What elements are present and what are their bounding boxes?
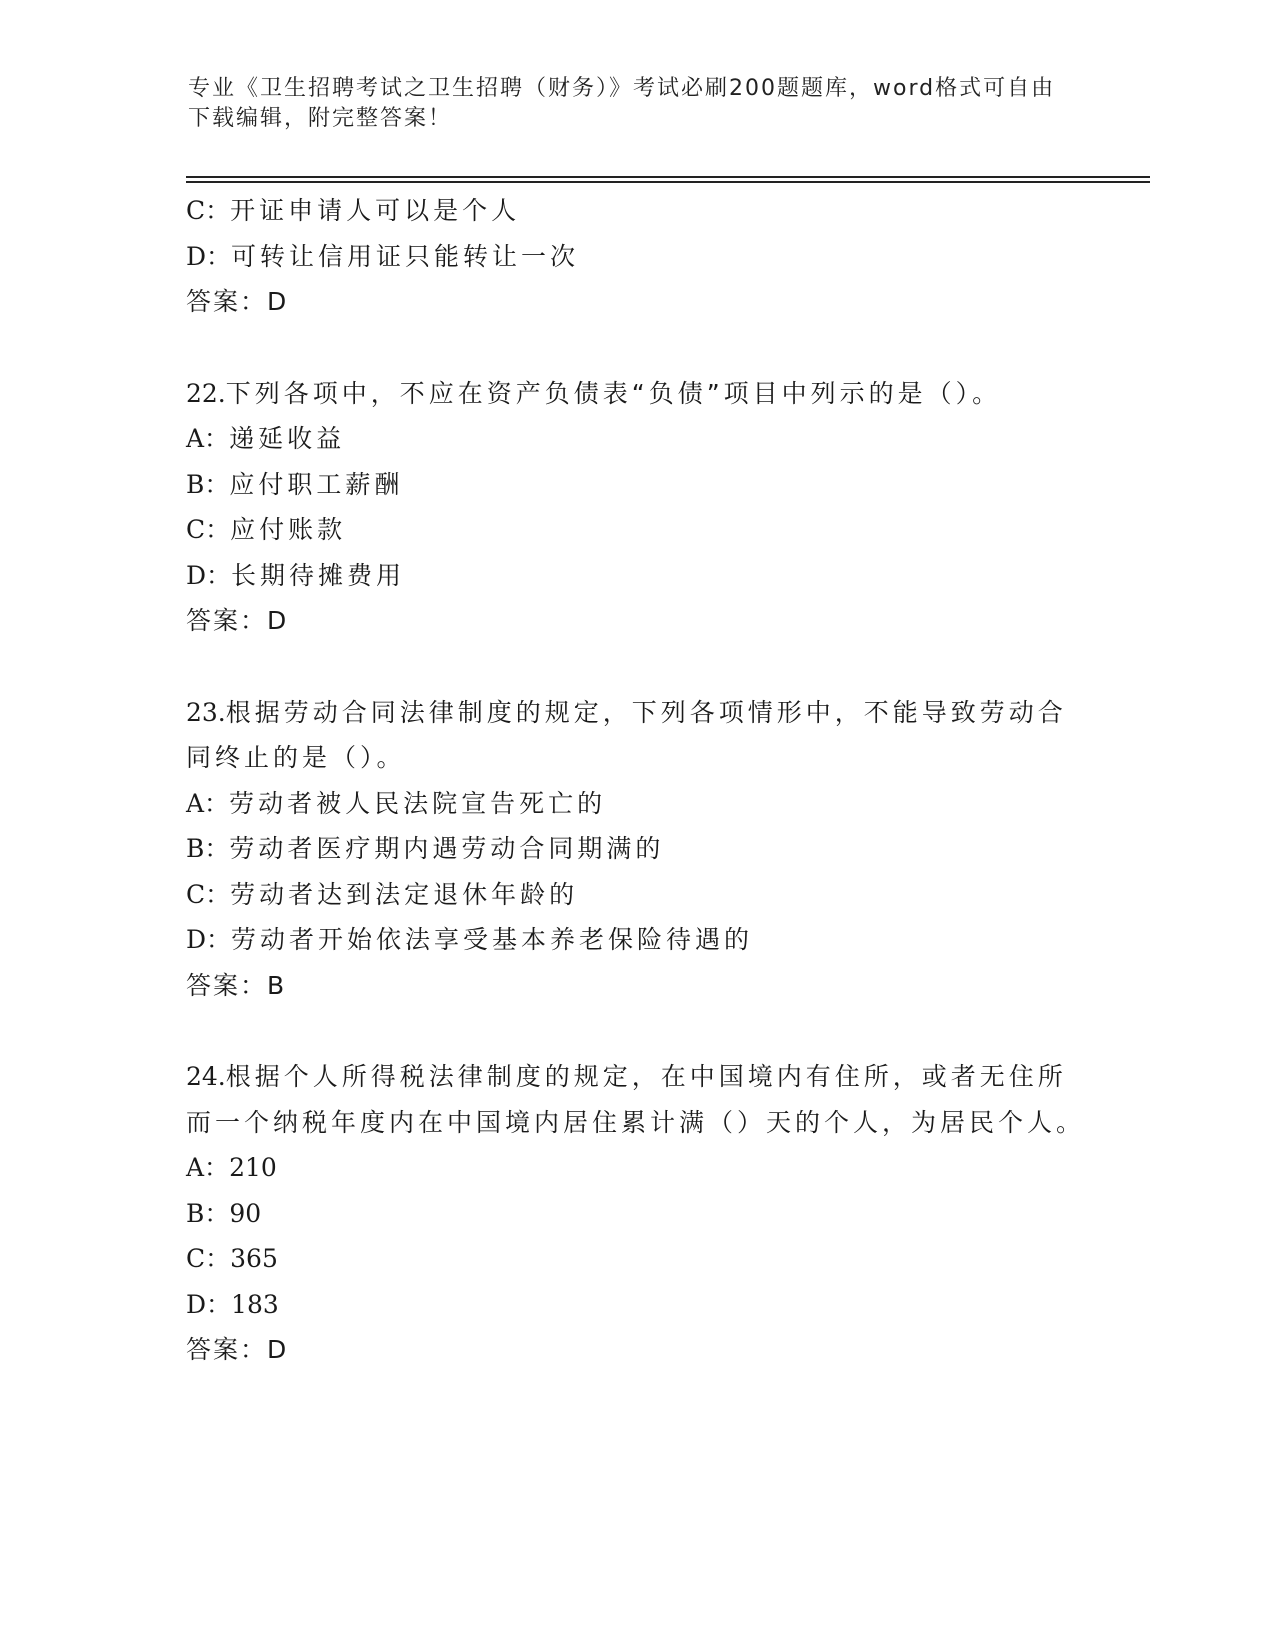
question-23 [186,690,1086,1009]
option-c [186,188,1086,234]
document-header: 专业《卫生招聘考试之卫生招聘（财务）》考试必刷200题题库，word格式可自由下载编辑，附完整答案！ [188,76,1056,131]
option-key: D： [186,925,232,954]
answer-line: 答案：D [186,287,289,316]
option-key: A： [186,424,230,453]
option-key: C： [186,515,231,544]
option-key: B： [186,1198,230,1228]
option-text: 劳动者医疗期内遇劳动合同期满的 [229,834,665,863]
question-22 [186,371,1086,644]
option-text: 劳动者达到法定退休年龄的 [230,879,579,909]
option-text: 劳动者被人民法院宣告死亡的 [229,788,607,818]
option-text: 应付账款 [230,515,347,544]
option-b [186,462,1086,508]
option-text: 可转让信用证只能转让一次 [231,241,580,271]
option-key: B： [186,469,230,499]
option-text: 210 [229,1153,277,1182]
option-text: 开证申请人可以是个人 [230,196,521,225]
option-c [186,1236,1086,1282]
question-stem [186,1054,1086,1145]
question-text: 根据劳动合同法律制度的规定，下列各项情形中，不能导致劳动合同终止的是（）。 [186,697,1067,772]
header-rule-top [186,176,1150,178]
option-key: D： [186,241,232,271]
question-stem [186,371,1086,417]
option-key: B： [186,834,230,863]
answer-line: 答案：B [186,970,287,1000]
spacer [186,1008,1086,1054]
option-text: 递延收益 [229,424,346,453]
option-key: D： [186,560,232,590]
option-a [186,1145,1086,1191]
header-rule-bottom [186,181,1150,183]
answer-line: 答案：D [186,606,289,635]
option-key: A： [186,1153,230,1182]
question-number: 24. [186,1062,226,1091]
option-key: C： [186,1244,231,1273]
option-b [186,1191,1086,1237]
option-key: C： [186,196,231,225]
option-text: 183 [231,1289,279,1319]
question-text: 下列各项中，不应在资产负债表“负债”项目中列示的是（）。 [225,378,1002,408]
spacer [186,644,1086,690]
option-b [186,826,1086,872]
option-text: 365 [230,1244,278,1273]
option-d [186,917,1086,963]
document-content [186,188,1086,1373]
option-c [186,507,1086,553]
option-c [186,872,1086,918]
question-24 [186,1054,1086,1373]
question-number: 22. [186,378,226,408]
question-stem [186,690,1086,781]
option-d [186,553,1086,599]
option-d [186,1282,1086,1328]
spacer [186,325,1086,371]
question-21-continued [186,188,1086,325]
answer-line: 答案：D [186,1335,289,1364]
option-a [186,781,1086,827]
option-key: D： [186,1289,232,1319]
option-key: C： [186,879,231,909]
question-number: 23. [186,697,226,727]
option-text: 90 [229,1198,262,1228]
question-text: 根据个人所得税法律制度的规定，在中国境内有住所，或者无住所而一个纳税年度内在中国境内居住累计满（）天的个人，为居民个人。 [186,1062,1086,1137]
option-key: A： [186,788,230,818]
option-d [186,234,1086,280]
option-a [186,416,1086,462]
option-text: 应付职工薪酬 [229,469,404,499]
option-text: 劳动者开始依法享受基本养老保险待遇的 [231,925,754,954]
option-text: 长期待摊费用 [231,560,406,590]
